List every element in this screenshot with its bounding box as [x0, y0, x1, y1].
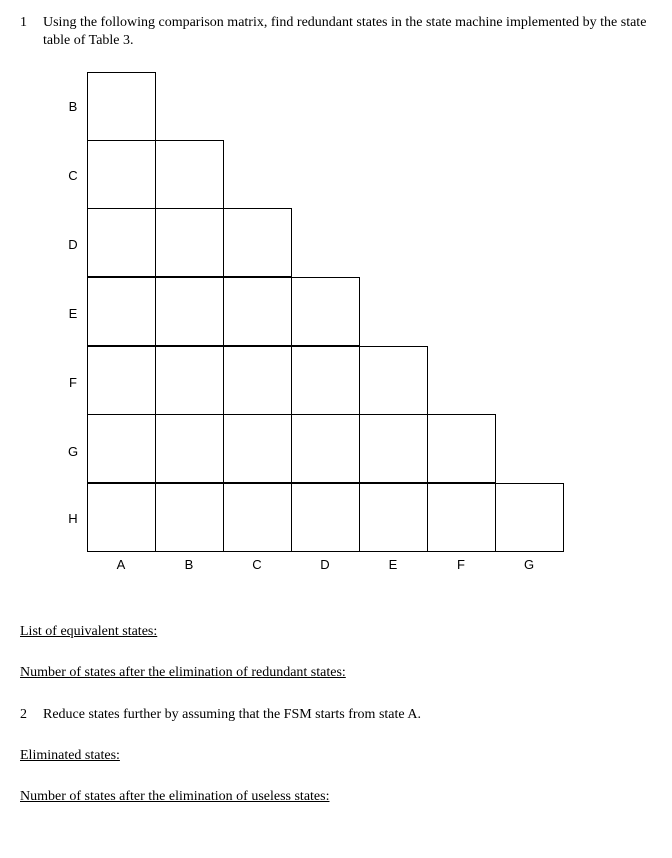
matrix-cell — [359, 483, 428, 552]
matrix-cell — [359, 346, 428, 415]
row-label-c: C — [68, 168, 78, 183]
matrix-cell — [87, 72, 156, 141]
matrix-cell — [87, 414, 156, 483]
matrix-cell — [223, 346, 292, 415]
col-label-c: C — [252, 557, 262, 572]
matrix-cell — [87, 483, 156, 552]
matrix-cell — [427, 414, 496, 483]
matrix-cell — [223, 414, 292, 483]
matrix-cell — [495, 483, 564, 552]
col-label-a: A — [116, 557, 126, 572]
row-label-b: B — [68, 99, 78, 114]
matrix-cell — [291, 414, 360, 483]
matrix-cell — [155, 483, 224, 552]
matrix-cell — [87, 208, 156, 277]
matrix-cell — [223, 208, 292, 277]
matrix-cell — [223, 483, 292, 552]
states-after-useless-label: Number of states after the elimination of useless states: — [20, 789, 330, 804]
question-1-text: Using the following comparison matrix, find redundant states in the state machine implemented by the state table of Table 3. — [43, 15, 647, 48]
row-label-f: F — [69, 375, 77, 390]
col-label-d: D — [320, 557, 330, 572]
matrix-cell — [359, 414, 428, 483]
question-2-number: 2 — [20, 707, 27, 722]
states-after-redundant-label: Number of states after the elimination of redundant states: — [20, 665, 346, 680]
row-label-h: H — [68, 511, 78, 526]
equivalent-states-label: List of equivalent states: — [20, 624, 158, 639]
eliminated-states-label: Eliminated states: — [20, 748, 120, 763]
question-2-text: Reduce states further by assuming that the FSM starts from state A. — [43, 707, 421, 722]
col-label-b: B — [184, 557, 194, 572]
question-1-number: 1 — [20, 15, 27, 30]
matrix-cell — [155, 346, 224, 415]
row-label-e: E — [68, 306, 78, 321]
matrix-cell — [291, 483, 360, 552]
matrix-cell — [87, 140, 156, 209]
col-label-f: F — [457, 557, 465, 572]
matrix-cell — [155, 277, 224, 346]
matrix-cell — [427, 483, 496, 552]
matrix-cell — [87, 277, 156, 346]
row-label-g: G — [67, 444, 79, 459]
row-label-d: D — [68, 237, 78, 252]
matrix-cell — [87, 346, 156, 415]
matrix-cell — [291, 277, 360, 346]
matrix-cell — [223, 277, 292, 346]
matrix-cell — [155, 208, 224, 277]
matrix-cell — [291, 346, 360, 415]
matrix-cell — [155, 140, 224, 209]
col-label-e: E — [388, 557, 398, 572]
col-label-g: G — [523, 557, 535, 572]
matrix-cell — [155, 414, 224, 483]
